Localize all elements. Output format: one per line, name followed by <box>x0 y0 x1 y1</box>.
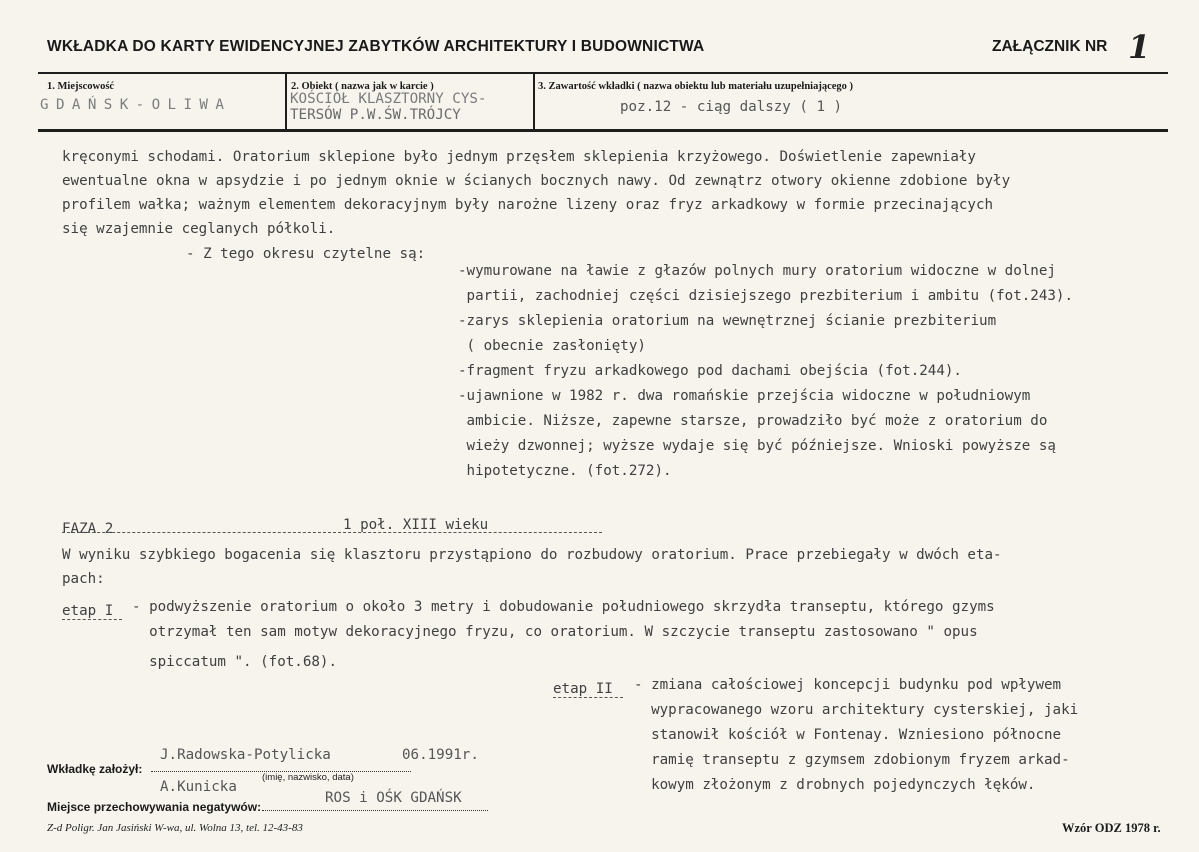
stage1-line: - podwyższenie oratorium o około 3 metry i dobudowanie południowego skrzydła transeptu, którego gzyms <box>132 599 995 615</box>
stage1-underline <box>62 619 122 620</box>
stage2-line: - zmiana całościowej koncepcji budynku pod wpływem <box>634 677 1062 693</box>
annex-number: 1 <box>1128 28 1151 66</box>
intro-line: profilem wałka; ważnym elementem dekoracyjnym były narożne lizeny oraz fryz arkadkowy w formie przecinających <box>62 197 994 213</box>
legible-item-line: -wymurowane na ławie z głazów polnych mury oratorium widoczne w dolnej <box>458 263 1056 279</box>
locality-value: GDAŃSK-OLIWA <box>40 97 232 113</box>
annex-label: ZAŁĄCZNIK NR <box>992 38 1108 55</box>
negatives-line <box>262 810 488 811</box>
intro-line: się wzajemnie ceglanych półkoli. <box>62 221 336 237</box>
stage2-underline <box>553 697 623 698</box>
legible-item-line: -zarys sklepienia oratorium na wewnętrznej ścianie prezbiterium <box>458 313 997 329</box>
phase-intro-line: pach: <box>62 571 105 587</box>
locality-label: 1. Miejscowość <box>47 81 115 92</box>
form-title: WKŁADKA DO KARTY EWIDENCYJNEJ ZABYTKÓW ARCHITEKTURY I BUDOWNICTWA <box>47 38 705 55</box>
stage2-line: stanowił kościół w Fontenay. Wzniesiono północne <box>634 727 1062 743</box>
stage2-line: wypracowanego wzoru architektury cysterskiej, jaki <box>634 702 1079 718</box>
author-2: A.Kunicka <box>160 779 237 795</box>
stage2-line: ramię transeptu z gzymsem zdobionym fryzem arkad- <box>634 752 1070 768</box>
object-value-line-2: TERSÓW P.W.ŚW.TRÓJCY <box>290 107 461 123</box>
phase-label: FAZA 2 <box>62 521 114 537</box>
created-by-label: Wkładkę założył: <box>47 762 143 776</box>
stage2-line: kowym złożonym z drobnych pojedynczych łęków. <box>634 777 1036 793</box>
legible-item-line: wieży dzwonnej; wyższe wydaje się być późniejsze. Wnioski powyższe są <box>458 438 1056 454</box>
stage1-line: spiccatum ". (fot.68). <box>132 654 337 670</box>
header-bottom-rule <box>38 129 1168 132</box>
intro-line: ewentualne okna w apsydzie i po jednym oknie w ścianych bocznych nawy. Od zewnątrz otwory okienne zdobione były <box>62 173 1011 189</box>
phase-underline <box>62 532 602 533</box>
stage2-label: etap II <box>553 681 613 697</box>
legible-item-line: hipotetyczne. (fot.272). <box>458 463 672 479</box>
author-1: J.Radowska-Potylicka <box>160 747 331 763</box>
negatives-value: ROS i OŚK GDAŃSK <box>325 790 462 806</box>
top-rule <box>38 72 1168 74</box>
printer-imprint: Z-d Poligr. Jan Jasiński W-wa, ul. Wolna 13, tel. 12-43-83 <box>47 822 303 834</box>
object-value-line-1: KOŚCIÓŁ KLASZTORNY CYS- <box>290 91 487 107</box>
field-divider-1 <box>285 74 287 130</box>
content-label: 3. Zawartość wkładki ( nazwa obiektu lub materiału uzupełniającego ) <box>538 81 854 92</box>
phase-intro-line: W wyniku szybkiego bogacenia się klasztoru przystąpiono do rozbudowy oratorium. Prace przebiegały w dwóch eta- <box>62 547 1002 563</box>
object-label: 2. Obiekt ( nazwa jak w karcie ) <box>291 81 434 92</box>
form-code: Wzór ODZ 1978 r. <box>1062 821 1161 835</box>
field-divider-2 <box>533 74 535 130</box>
creation-date: 06.1991r. <box>402 747 479 763</box>
phase-date: 1 poł. XIII wieku <box>343 517 489 533</box>
legible-item-line: -fragment fryzu arkadkowego pod dachami obejścia (fot.244). <box>458 363 962 379</box>
legible-item-line: partii, zachodniej części dzisiejszego prezbiterium i ambitu (fot.243). <box>458 288 1073 304</box>
negatives-label: Miejsce przechowywania negatywów: <box>47 800 262 814</box>
legible-item-line: -ujawnione w 1982 r. dwa romańskie przejścia widoczne w południowym <box>458 388 1031 404</box>
intro-line: kręconymi schodami. Oratorium sklepione było jednym przęsłem sklepienia krzyżowego. Doświetlenie zapewniały <box>62 149 976 165</box>
legible-item-line: ( obecnie zasłonięty) <box>458 338 646 354</box>
name-date-caption: (imię, nazwisko, data) <box>262 772 354 783</box>
legible-item-line: ambicie. Niższe, zapewne starsze, prowadziło być może z oratorium do <box>458 413 1048 429</box>
legible-intro: - Z tego okresu czytelne są: <box>186 246 426 262</box>
content-value: poz.12 - ciąg dalszy ( 1 ) <box>620 99 843 115</box>
stage1-label: etap I <box>62 603 114 619</box>
stage1-line: otrzymał ten sam motyw dekoracyjnego fryzu, co oratorium. W szczycie transeptu zastosowano " opus <box>132 624 978 640</box>
